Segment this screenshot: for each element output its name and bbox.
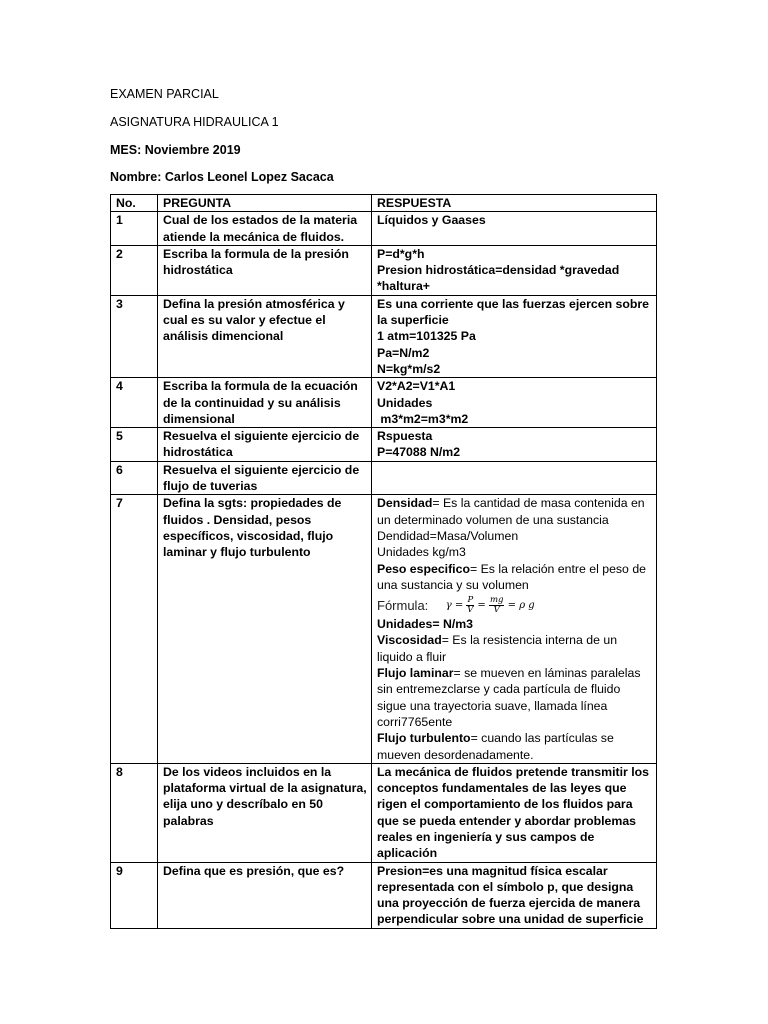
student-name-line: Nombre: Carlos Leonel Lopez Sacaca <box>110 170 334 184</box>
header-pregunta: PREGUNTA <box>158 195 372 212</box>
answer-line: Es una corriente que las fuerzas ejercen sobre la superficie <box>377 296 650 328</box>
month-line: MES: Noviembre 2019 <box>110 143 241 157</box>
answer-cell <box>372 245 657 295</box>
term-label: Flujo laminar <box>377 666 454 681</box>
answer-line: Dendidad=Masa/Volumen <box>377 528 519 543</box>
table-header-row <box>111 195 657 212</box>
subject-line: ASIGNATURA HIDRAULICA 1 <box>110 115 279 129</box>
table-row <box>111 461 657 495</box>
answer-line: P=d*g*h <box>377 246 425 261</box>
answer-line: Pa=N/m2 <box>377 345 430 360</box>
answer-line: Unidades kg/m3 <box>377 545 466 560</box>
term-definition: = Es la relación entre el peso de una sustancia y su volumen <box>377 561 646 592</box>
answer-line: P=47088 N/m2 <box>377 445 461 460</box>
row-number: 4 <box>111 378 158 428</box>
table-row <box>111 378 657 428</box>
question-cell: Escriba la formula de la presión hidrostática <box>158 245 372 295</box>
term-label: Flujo turbulento <box>377 731 471 746</box>
answer-line: m3*m2=m3*m2 <box>377 411 469 426</box>
answer-cell <box>372 428 657 462</box>
answer-line <box>377 665 653 730</box>
formula-tail: = ρ g <box>507 599 535 611</box>
row-number: 3 <box>111 295 158 377</box>
formula-equals: = <box>477 599 486 611</box>
table-row <box>111 245 657 295</box>
answer-line <box>377 495 653 528</box>
question-cell: Resuelva el siguiente ejercicio de flujo de tuverias <box>158 461 372 495</box>
answer-line: Unidades <box>377 395 433 410</box>
exam-title: EXAMEN PARCIAL <box>110 87 219 101</box>
question-cell: Defina la sgts: propiedades de fluidos . Densidad, pesos específicos, viscosidad, flujo laminar y flujo turbulento <box>158 495 372 763</box>
header-respuesta: RESPUESTA <box>372 195 657 212</box>
table-row <box>111 862 657 928</box>
formula-equation <box>445 594 535 615</box>
term-label: Peso especifico <box>377 561 470 576</box>
row-number: 9 <box>111 862 158 928</box>
term-definition: = Es la cantidad de masa contenida en un determinado volumen de una sustancia <box>377 496 645 527</box>
answer-line <box>377 632 653 665</box>
table-row <box>111 763 657 862</box>
answer-line: La mecánica de fluidos pretende transmitir los conceptos fundamentales de las leyes que rigen el comportamiento de los fluidos para que se pueda entender y abordar problemas reales en ingeniería y sus campos de aplicación <box>377 764 649 861</box>
term-label: Viscosidad <box>377 633 442 648</box>
numerator: P <box>467 594 474 605</box>
question-cell: De los videos incluidos en la plataforma virtual de la asignatura, elija uno y descríbalo en 50 palabras <box>158 763 372 862</box>
answer-line: N=kg*m/s2 <box>377 361 441 376</box>
answer-line <box>377 561 653 594</box>
answer-line: V2*A2=V1*A1 <box>377 379 456 394</box>
answer-line: 1 atm=101325 Pa <box>377 329 476 344</box>
answer-cell <box>372 763 657 862</box>
fraction-mg-over-v <box>489 596 505 615</box>
term-definition: = se mueven en láminas paralelas sin entremezclarse y cada partícula de fluido sigue una trayectoria suave, llamada línea corri7765ente <box>377 666 641 729</box>
question-cell: Defina la presión atmosférica y cual es su valor y efectue el análisis dimencional <box>158 295 372 377</box>
formula-label: Fórmula: <box>377 597 429 613</box>
row-number: 8 <box>111 763 158 862</box>
answer-cell <box>372 378 657 428</box>
question-cell: Escriba la formula de la ecuación de la continuidad y su análisis dimensional <box>158 378 372 428</box>
denominator: V <box>493 604 500 615</box>
row-number: 1 <box>111 212 158 246</box>
answer-cell <box>372 461 657 495</box>
answer-cell <box>372 212 657 246</box>
table-row <box>111 295 657 377</box>
row-number: 5 <box>111 428 158 462</box>
answer-line: Presion hidrostática=densidad *gravedad *haltura+ <box>377 263 620 294</box>
term-definition: = Es la resistencia interna de un liquido a fluir <box>377 633 618 664</box>
answer-cell <box>372 495 657 763</box>
answer-line: Unidades= N/m3 <box>377 617 474 632</box>
row-number: 6 <box>111 461 158 495</box>
term-label: Densidad <box>377 496 433 511</box>
question-cell: Resuelva el siguiente ejercicio de hidrostática <box>158 428 372 462</box>
answer-line: Rspuesta <box>377 429 433 444</box>
answer-cell <box>372 295 657 377</box>
question-cell: Defina que es presión, que es? <box>158 862 372 928</box>
question-cell: Cual de los estados de la materia atiende la mecánica de fluidos. <box>158 212 372 246</box>
table-row <box>111 495 657 763</box>
row-number: 2 <box>111 245 158 295</box>
table-row <box>111 428 657 462</box>
numerator: mg <box>489 594 504 605</box>
answer-line: Presion=es una magnitud física escalar representada con el símbolo p, que designa una proyección de fuerza ejercida de manera perpendicular sobre una unidad de superficie <box>377 863 644 927</box>
answer-cell <box>372 862 657 928</box>
term-definition: = cuando las partículas se mueven desordenadamente. <box>377 731 614 762</box>
denominator: V <box>467 604 474 615</box>
formula-gamma: γ = <box>445 599 464 611</box>
table-row <box>111 212 657 246</box>
fraction-p-over-v <box>466 596 474 615</box>
answer-line <box>377 730 653 763</box>
row-number: 7 <box>111 495 158 763</box>
exam-table <box>110 194 657 929</box>
answer-line: Líquidos y Gaases <box>377 213 486 228</box>
header-no: No. <box>111 195 158 212</box>
specific-weight-formula <box>377 595 653 615</box>
